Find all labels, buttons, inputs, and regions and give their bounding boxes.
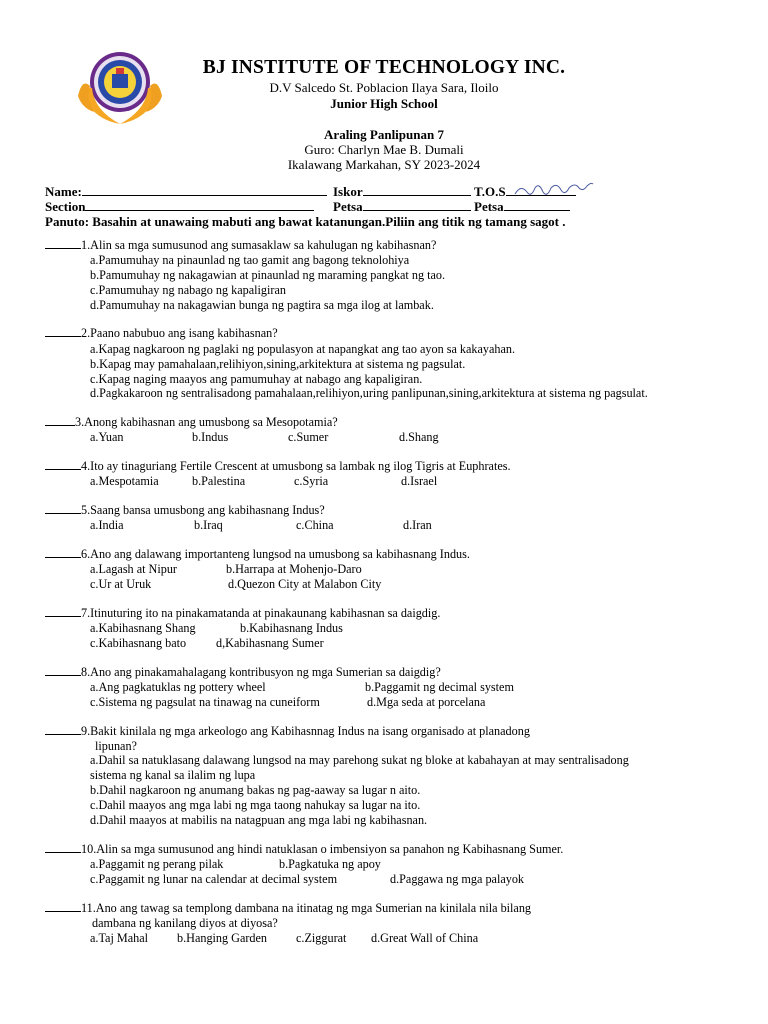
q6-option-c: c.Ur at Uruk bbox=[90, 577, 152, 591]
q4-option-d: d.Israel bbox=[401, 474, 438, 488]
question-6-text: 6.Ano ang dalawang importanteng lungsod na umusbong sa kabihasnang Indus. bbox=[81, 547, 470, 561]
teacher-name: Guro: Charlyn Mae B. Dumali bbox=[304, 142, 464, 157]
q1-option-a: a.Pamumuhay na pinaunlad ng tao gamit ang bagong teknolohiya bbox=[90, 253, 410, 267]
school-level: Junior High School bbox=[330, 96, 438, 111]
name-label: Name: bbox=[45, 184, 82, 199]
date-field-2[interactable] bbox=[474, 199, 570, 215]
q7-option-b: b.Kabihasnang Indus bbox=[240, 621, 343, 635]
q1-option-d: d.Pamumuhay na nakagawian bunga ng pagtira sa mga ilog at lambak. bbox=[90, 298, 434, 312]
q3-option-a: a.Yuan bbox=[90, 430, 124, 444]
q5-option-d: d.Iran bbox=[403, 518, 432, 532]
question-8 bbox=[45, 665, 441, 680]
question-9-text-cont: lipunan? bbox=[95, 739, 137, 753]
answer-blank-7[interactable] bbox=[45, 606, 81, 617]
question-11-text-cont: dambana ng kanilang diyos at diyosa? bbox=[92, 916, 278, 930]
subject-title: Araling Panlipunan 7 bbox=[324, 127, 444, 142]
q9-option-a: a.Dahil sa natuklasang dalawang lungsod na may parehong sukat ng bloke at kabahayan at may sentralisadong bbox=[90, 753, 629, 767]
q7-option-d: d,Kabihasnang Sumer bbox=[216, 636, 324, 650]
name-field[interactable] bbox=[45, 184, 327, 200]
answer-blank-2[interactable] bbox=[45, 326, 81, 337]
question-5 bbox=[45, 503, 325, 518]
answer-blank-1[interactable] bbox=[45, 238, 81, 249]
score-label: Iskor bbox=[333, 184, 363, 199]
q10-option-c: c.Paggamit ng lunar na calendar at decimal system bbox=[90, 872, 338, 886]
question-1 bbox=[45, 238, 436, 253]
school-name: BJ INSTITUTE OF TECHNOLOGY INC. bbox=[202, 57, 566, 78]
instructions: Panuto: Basahin at unawaing mabuti ang bawat katanungan.Piliin ang titik ng tamang sagot . bbox=[45, 214, 566, 229]
q1-option-b: b.Pamumuhay ng nakagawian at pinaunlad ng maraming pangkat ng tao. bbox=[90, 268, 446, 282]
date-label-1: Petsa bbox=[333, 199, 363, 214]
question-10-text: 10.Alin sa mga sumusunod ang hindi natuklasan o imbensiyon sa panahon ng Kabihasnang Sumer. bbox=[81, 842, 564, 856]
q4-option-a: a.Mespotamia bbox=[90, 474, 159, 488]
answer-blank-9[interactable] bbox=[45, 724, 81, 735]
date-field-1[interactable] bbox=[333, 199, 471, 215]
question-2-text: 2.Paano nabubuo ang isang kabihasnan? bbox=[81, 326, 278, 340]
question-11-text: 11.Ano ang tawag sa templong dambana na itinatag ng mga Sumerian na kinilala nila bilang bbox=[81, 901, 532, 915]
question-3-text: 3.Anong kabihasnan ang umusbong sa Mesopotamia? bbox=[75, 415, 338, 429]
q7-option-a: a.Kabihasnang Shang bbox=[90, 621, 196, 635]
q8-option-c: c.Sistema ng pagsulat na tinawag na cuneiform bbox=[90, 695, 320, 709]
question-7-text: 7.Itinuturing ito na pinakamatanda at pinakaunang kabihasnan sa daigdig. bbox=[81, 606, 441, 620]
q9-option-b: b.Dahil nagkaroon ng anumang bakas ng pag-aaway sa lugar n aito. bbox=[90, 783, 421, 797]
q5-option-c: c.China bbox=[296, 518, 334, 532]
answer-blank-3[interactable] bbox=[45, 415, 75, 426]
answer-blank-5[interactable] bbox=[45, 503, 81, 514]
answer-blank-4[interactable] bbox=[45, 459, 81, 470]
question-10 bbox=[45, 842, 563, 857]
question-8-text: 8.Ano ang pinakamahalagang kontribusyon ng mga Sumerian sa daigdig? bbox=[81, 665, 441, 679]
section-field[interactable] bbox=[45, 199, 314, 215]
answer-blank-6[interactable] bbox=[45, 547, 81, 558]
question-3 bbox=[45, 415, 338, 430]
q2-option-a: a.Kapag nagkaroon ng paglaki ng populasyon at napangkat ang tao ayon sa kakayahan. bbox=[90, 342, 516, 356]
q8-option-b: b.Paggamit ng decimal system bbox=[365, 680, 514, 694]
q4-option-c: c.Syria bbox=[294, 474, 329, 488]
question-6 bbox=[45, 547, 470, 562]
tos-label: T.O.S bbox=[474, 184, 506, 199]
q3-option-b: b.Indus bbox=[192, 430, 229, 444]
q9-option-c: c.Dahil maayos ang mga labi ng mga taong nahukay sa lugar na ito. bbox=[90, 798, 421, 812]
question-9-text: 9.Bakit kinilala ng mga arkeologo ang Kabihasnnag Indus na isang organisado at planadong bbox=[81, 724, 530, 738]
q2-option-b: b.Kapag may pamahalaan,relihiyon,sining,arkitektura at sistema ng pagsulat. bbox=[90, 357, 466, 371]
school-address: D.V Salcedo St. Poblacion Ilaya Sara, Iloilo bbox=[269, 80, 499, 95]
q5-option-a: a.India bbox=[90, 518, 124, 532]
question-5-text: 5.Saang bansa umusbong ang kabihasnang Indus? bbox=[81, 503, 325, 517]
q6-option-a: a.Lagash at Nipur bbox=[90, 562, 177, 576]
q11-option-a: a.Taj Mahal bbox=[90, 931, 149, 945]
q9-option-a-cont: sistema ng kanal sa ilalim ng lupa bbox=[90, 768, 256, 782]
q11-option-d: d.Great Wall of China bbox=[371, 931, 479, 945]
q2-option-d: d.Pagkakaroon ng sentralisadong pamahalaan,relihiyon,uring panlipunan,sining,arkitektura at sistema ng pagsulat. bbox=[90, 386, 648, 400]
answer-blank-8[interactable] bbox=[45, 665, 81, 676]
q2-option-c: c.Kapag naging maayos ang pamumuhay at nabago ang kapaligiran. bbox=[90, 372, 423, 386]
q6-option-d: d.Quezon City at Malabon City bbox=[228, 577, 382, 591]
q10-option-a: a.Paggamit ng perang pilak bbox=[90, 857, 224, 871]
q3-option-c: c.Sumer bbox=[288, 430, 329, 444]
question-1-text: 1.Alin sa mga sumusunod ang sumasaklaw sa kahulugan ng kabihasnan? bbox=[81, 238, 437, 252]
q10-option-d: d.Paggawa ng mga palayok bbox=[390, 872, 525, 886]
answer-blank-10[interactable] bbox=[45, 842, 81, 853]
question-11 bbox=[45, 901, 531, 916]
q1-option-c: c.Pamumuhay ng nabago ng kapaligiran bbox=[90, 283, 286, 297]
question-4-text: 4.Ito ay tinaguriang Fertile Crescent at umusbong sa lambak ng ilog Tigris at Euphrates. bbox=[81, 459, 511, 473]
q11-option-c: c.Ziggurat bbox=[296, 931, 347, 945]
question-9 bbox=[45, 724, 530, 739]
q9-option-d: d.Dahil maayos at mabilis na natagpuan ang mga labi ng kabihasnan. bbox=[90, 813, 428, 827]
q3-option-d: d.Shang bbox=[399, 430, 439, 444]
date-label-2: Petsa bbox=[474, 199, 504, 214]
q8-option-d: d.Mga seda at porcelana bbox=[367, 695, 486, 709]
q7-option-c: c.Kabihasnang bato bbox=[90, 636, 187, 650]
q5-option-b: b.Iraq bbox=[194, 518, 223, 532]
question-4 bbox=[45, 459, 511, 474]
q6-option-b: b.Harrapa at Mohenjo-Daro bbox=[226, 562, 362, 576]
score-field[interactable] bbox=[333, 184, 471, 200]
q8-option-a: a.Ang pagkatuklas ng pottery wheel bbox=[90, 680, 266, 694]
question-7 bbox=[45, 606, 440, 621]
answer-blank-11[interactable] bbox=[45, 901, 81, 912]
q4-option-b: b.Palestina bbox=[192, 474, 246, 488]
term-label: Ikalawang Markahan, SY 2023-2024 bbox=[287, 157, 481, 172]
section-label: Section bbox=[45, 199, 86, 214]
question-2 bbox=[45, 326, 278, 341]
q11-option-b: b.Hanging Garden bbox=[177, 931, 268, 945]
q10-option-b: b.Pagkatuka ng apoy bbox=[279, 857, 381, 871]
